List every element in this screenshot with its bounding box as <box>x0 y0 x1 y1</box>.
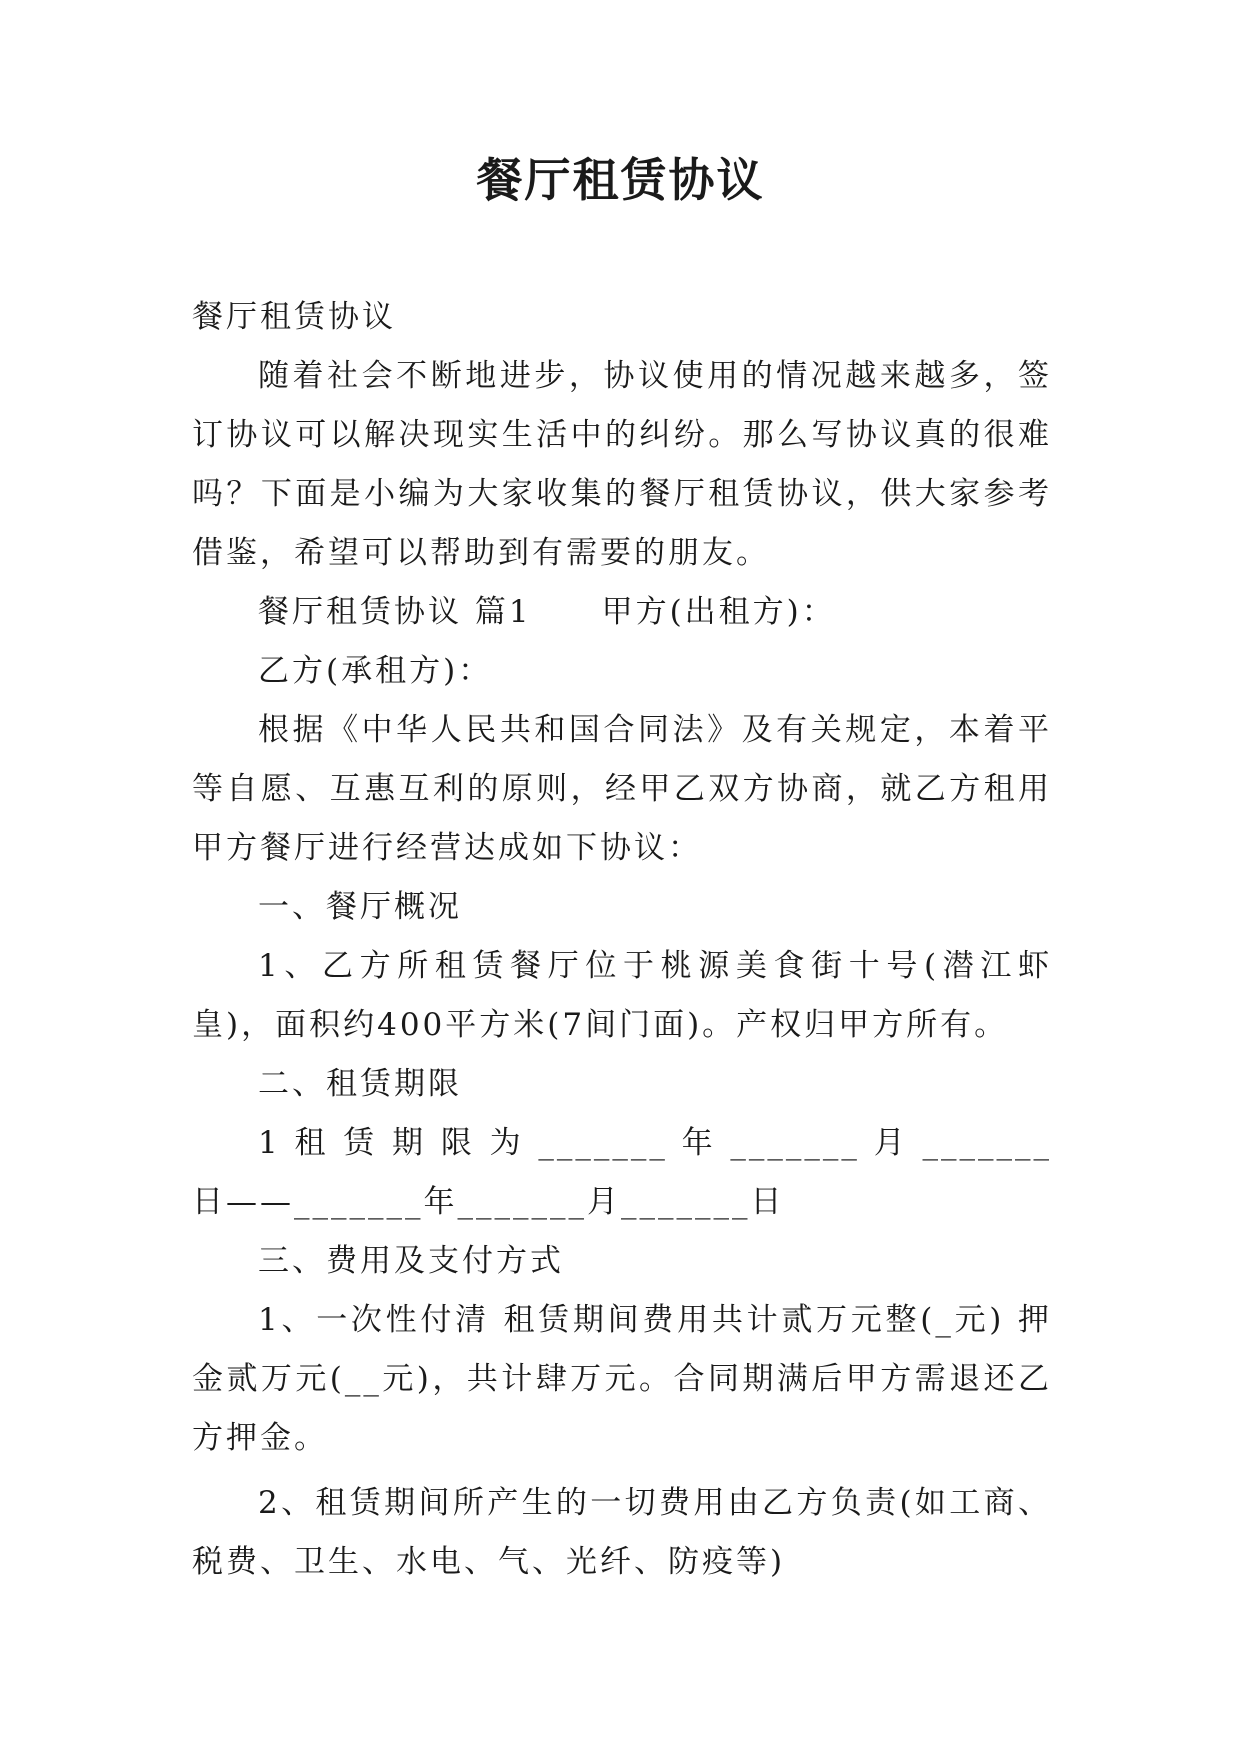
section-heading-overview: 一、餐厅概况 <box>258 889 462 925</box>
document-title: 餐厅租赁协议 <box>476 153 765 207</box>
party-a-label: 甲方(出租方)： <box>601 594 836 630</box>
article-title: 餐厅租赁协议 篇1 <box>258 594 532 630</box>
paragraph-heading: 餐厅租赁协议 <box>192 299 396 335</box>
paragraph-fees-1: 1、一次性付清 租赁期间费用共计贰万元整(_元) 押金贰万元(__元)，共计肆万元。合同期满后甲方需退还乙方押金。 <box>192 1302 1052 1456</box>
document-body <box>192 288 1052 1592</box>
paragraph-party-b: 乙方(承租方)： <box>258 653 493 689</box>
section-heading-fees: 三、费用及支付方式 <box>258 1243 564 1279</box>
section-heading-term: 二、租赁期限 <box>258 1066 462 1102</box>
paragraph-overview-1: 1、乙方所租赁餐厅位于桃源美食街十号(潜江虾皇)，面积约400平方米(7间门面)。产权归甲方所有。 <box>192 948 1052 1043</box>
paragraph-article-title <box>192 583 1052 642</box>
paragraph-fees-2: 2、租赁期间所产生的一切费用由乙方负责(如工商、税费、卫生、水电、气、光纤、防疫等) <box>192 1485 1052 1580</box>
paragraph-basis: 根据《中华人民共和国合同法》及有关规定，本着平等自愿、互惠互利的原则，经甲乙双方协商，就乙方租用甲方餐厅进行经营达成如下协议： <box>192 712 1052 866</box>
paragraph-intro: 随着社会不断地进步，协议使用的情况越来越多，签订协议可以解决现实生活中的纠纷。那么写协议真的很难吗？下面是小编为大家收集的餐厅租赁协议，供大家参考借鉴，希望可以帮助到有需要的朋友。 <box>192 358 1052 571</box>
paragraph-term-1: 1 租 赁 期 限 为 _______ 年 _______ 月 _______ 日——_______年_______月_______日 <box>192 1125 1052 1220</box>
